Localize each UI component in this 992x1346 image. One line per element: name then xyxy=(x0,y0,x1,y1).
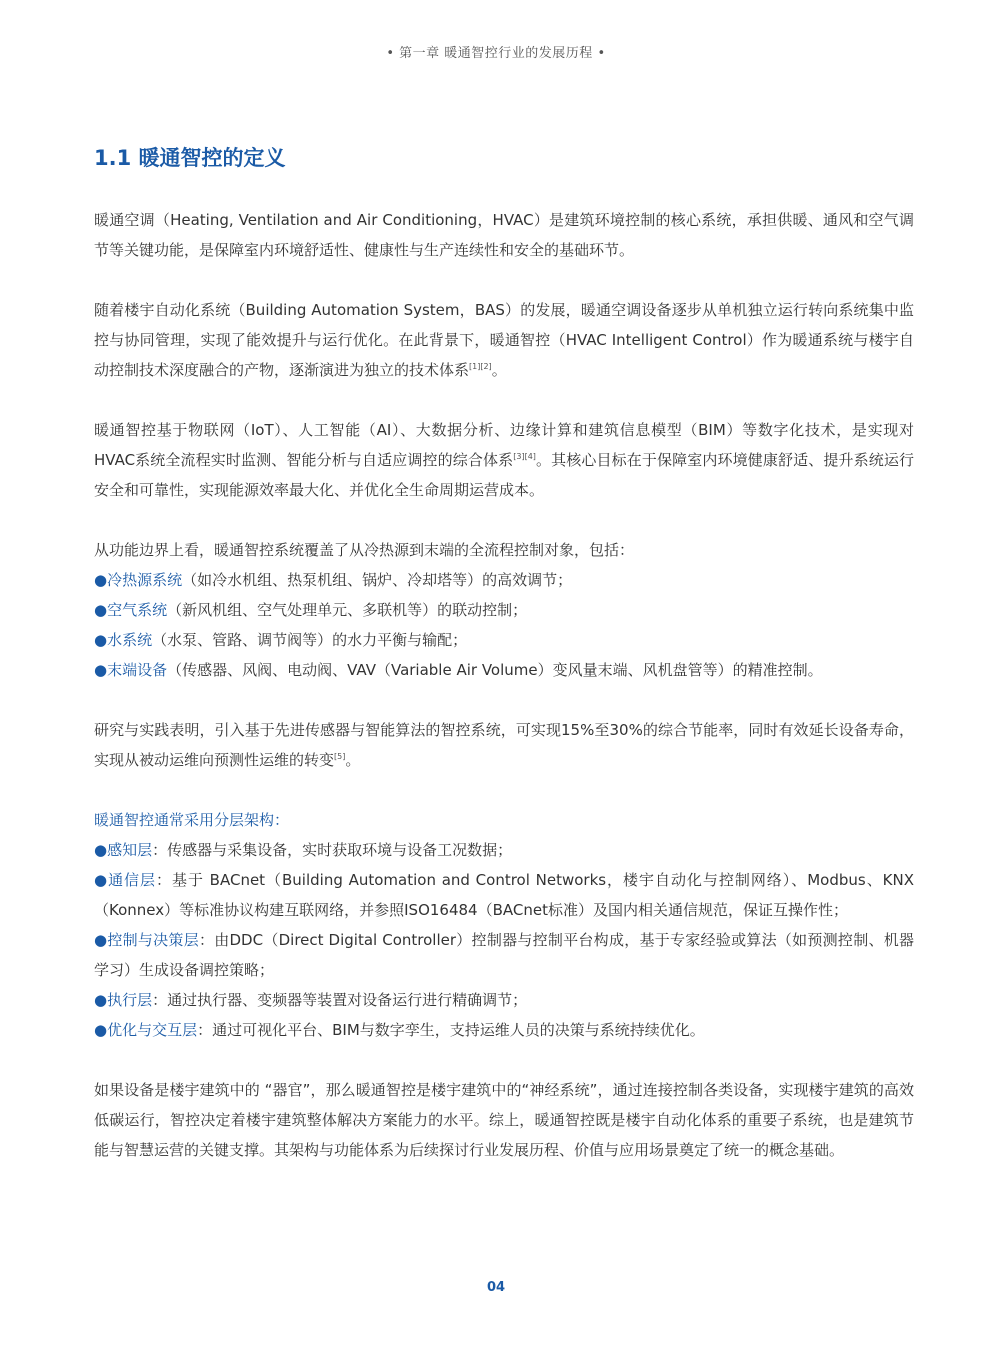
list-item xyxy=(94,985,914,1015)
bullet-icon: ● xyxy=(94,871,109,889)
scope-list xyxy=(94,565,914,685)
list-item-term: 水系统 xyxy=(107,631,153,649)
section-title: 1.1 暖通智控的定义 xyxy=(94,146,286,170)
bas-paragraph xyxy=(94,295,914,385)
list-item-term: 冷热源系统 xyxy=(107,571,183,589)
citation-ref[interactable]: [3][4] xyxy=(513,452,536,461)
body-content xyxy=(94,205,914,1165)
list-item xyxy=(94,1015,914,1045)
intro-paragraph: 暖通空调（Heating, Ventilation and Air Conditioning，HVAC）是建筑环境控制的核心系统，承担供暖、通风和空气调节等关键功能，是保障室内环境舒适性、健康性与生产连续性和安全的基础环节。 xyxy=(94,211,914,259)
list-item-term: 执行层 xyxy=(107,991,153,1009)
list-item-desc: ：通过执行器、变频器等装置对设备运行进行精确调节； xyxy=(152,991,528,1009)
bullet-icon: ● xyxy=(94,991,108,1009)
list-item xyxy=(94,865,914,925)
list-item-term: 通信层 xyxy=(108,871,157,889)
list-item-term: 控制与决策层 xyxy=(107,931,199,949)
list-item-desc: ：通过可视化平台、BIM与数字孪生，支持运维人员的决策与系统持续优化。 xyxy=(197,1021,705,1039)
list-item-desc: （新风机组、空气处理单元、多联机等）的联动控制； xyxy=(167,601,528,619)
architecture-heading: 暖通智控通常采用分层架构： xyxy=(94,811,290,829)
bullet-icon: ● xyxy=(94,571,108,589)
architecture-section xyxy=(94,805,914,1045)
energy-saving-paragraph-text: 研究与实践表明，引入基于先进传感器与智能算法的智控系统，可实现15%至30%的综合节能率，同时有效延长设备寿命，实现从被动运维向预测性运维的转变 xyxy=(94,721,914,769)
energy-saving-paragraph-end: 。 xyxy=(345,751,361,769)
bullet-icon: ● xyxy=(94,631,108,649)
list-item xyxy=(94,625,914,655)
bullet-icon: ● xyxy=(94,841,108,859)
list-item-term: 优化与交互层 xyxy=(107,1021,198,1039)
list-item-term: 末端设备 xyxy=(107,661,168,679)
list-item xyxy=(94,925,914,985)
technology-paragraph-end: 。其核心目标在于保障室内环境健康舒适、提升系统运行安全和可靠性，实现能源效率最大化、并优化全生命周期运营成本。 xyxy=(94,451,914,499)
bas-paragraph-end: 。 xyxy=(491,361,507,379)
list-item-term: 感知层 xyxy=(107,841,153,859)
bas-paragraph-text: 随着楼宇自动化系统（Building Automation System，BAS）的发展，暖通空调设备逐步从单机独立运行转向系统集中监控与协同管理，实现了能效提升与运行优化。在此背景下，暖通智控（HVAC Intelligent Control）作为暖通系统与楼宇自动控制技术深度融合的产物，逐渐演进为独立的技术体系 xyxy=(94,301,914,379)
architecture-list xyxy=(94,835,914,1045)
running-header: • 第一章 暖通智控行业的发展历程 • xyxy=(386,46,606,61)
scope-section xyxy=(94,535,914,685)
bullet-icon: ● xyxy=(94,931,108,949)
bullet-icon: ● xyxy=(94,1021,108,1039)
list-item xyxy=(94,655,914,685)
list-item-desc: （传感器、风阀、电动阀、VAV（Variable Air Volume）变风量末端、风机盘管等）的精准控制。 xyxy=(167,661,823,679)
list-item-desc: （如冷水机组、热泵机组、锅炉、冷却塔等）的高效调节； xyxy=(182,571,573,589)
list-item xyxy=(94,835,914,865)
technology-paragraph-text: 暖通智控基于物联网（IoT）、人工智能（AI）、大数据分析、边缘计算和建筑信息模型（BIM）等数字化技术，是实现对HVAC系统全流程实时监测、智能分析与自适应调控的综合体系 xyxy=(94,421,914,469)
energy-saving-paragraph xyxy=(94,715,914,775)
list-item xyxy=(94,595,914,625)
list-item-desc: ：由DDC（Direct Digital Controller）控制器与控制平台构成，基于专家经验或算法（如预测控制、机器学习）生成设备调控策略； xyxy=(94,931,914,979)
technology-paragraph xyxy=(94,415,914,505)
list-item-desc: （水泵、管路、调节阀等）的水力平衡与输配； xyxy=(152,631,468,649)
bullet-icon: ● xyxy=(94,601,108,619)
list-item xyxy=(94,565,914,595)
citation-ref[interactable]: [5] xyxy=(334,752,346,761)
bullet-icon: ● xyxy=(94,661,108,679)
list-item-desc: ：基于 BACnet（Building Automation and Control Networks，楼宇自动化与控制网络）、Modbus、KNX（Konnex）等标准协议构建互联网络，并参照ISO16484（BACnet标准）及国内相关通信规范，保证互操作性； xyxy=(94,871,915,919)
citation-ref[interactable]: [1][2] xyxy=(469,362,492,371)
conclusion-paragraph: 如果设备是楼宇建筑中的 “器官”，那么暖通智控是楼宇建筑中的“神经系统”，通过连接控制各类设备，实现楼宇建筑的高效低碳运行，智控决定着楼宇建筑整体解决方案能力的水平。综上，暖通智控既是楼宇自动化体系的重要子系统，也是建筑节能与智慧运营的关键支撑。其架构与功能体系为后续探讨行业发展历程、价值与应用场景奠定了统一的概念基础。 xyxy=(94,1081,914,1159)
list-item-term: 空气系统 xyxy=(107,601,168,619)
list-item-desc: ：传感器与采集设备，实时获取环境与设备工况数据； xyxy=(152,841,513,859)
page-number: 04 xyxy=(486,1280,506,1295)
scope-intro: 从功能边界上看，暖通智控系统覆盖了从冷热源到末端的全流程控制对象，包括： xyxy=(94,541,635,559)
